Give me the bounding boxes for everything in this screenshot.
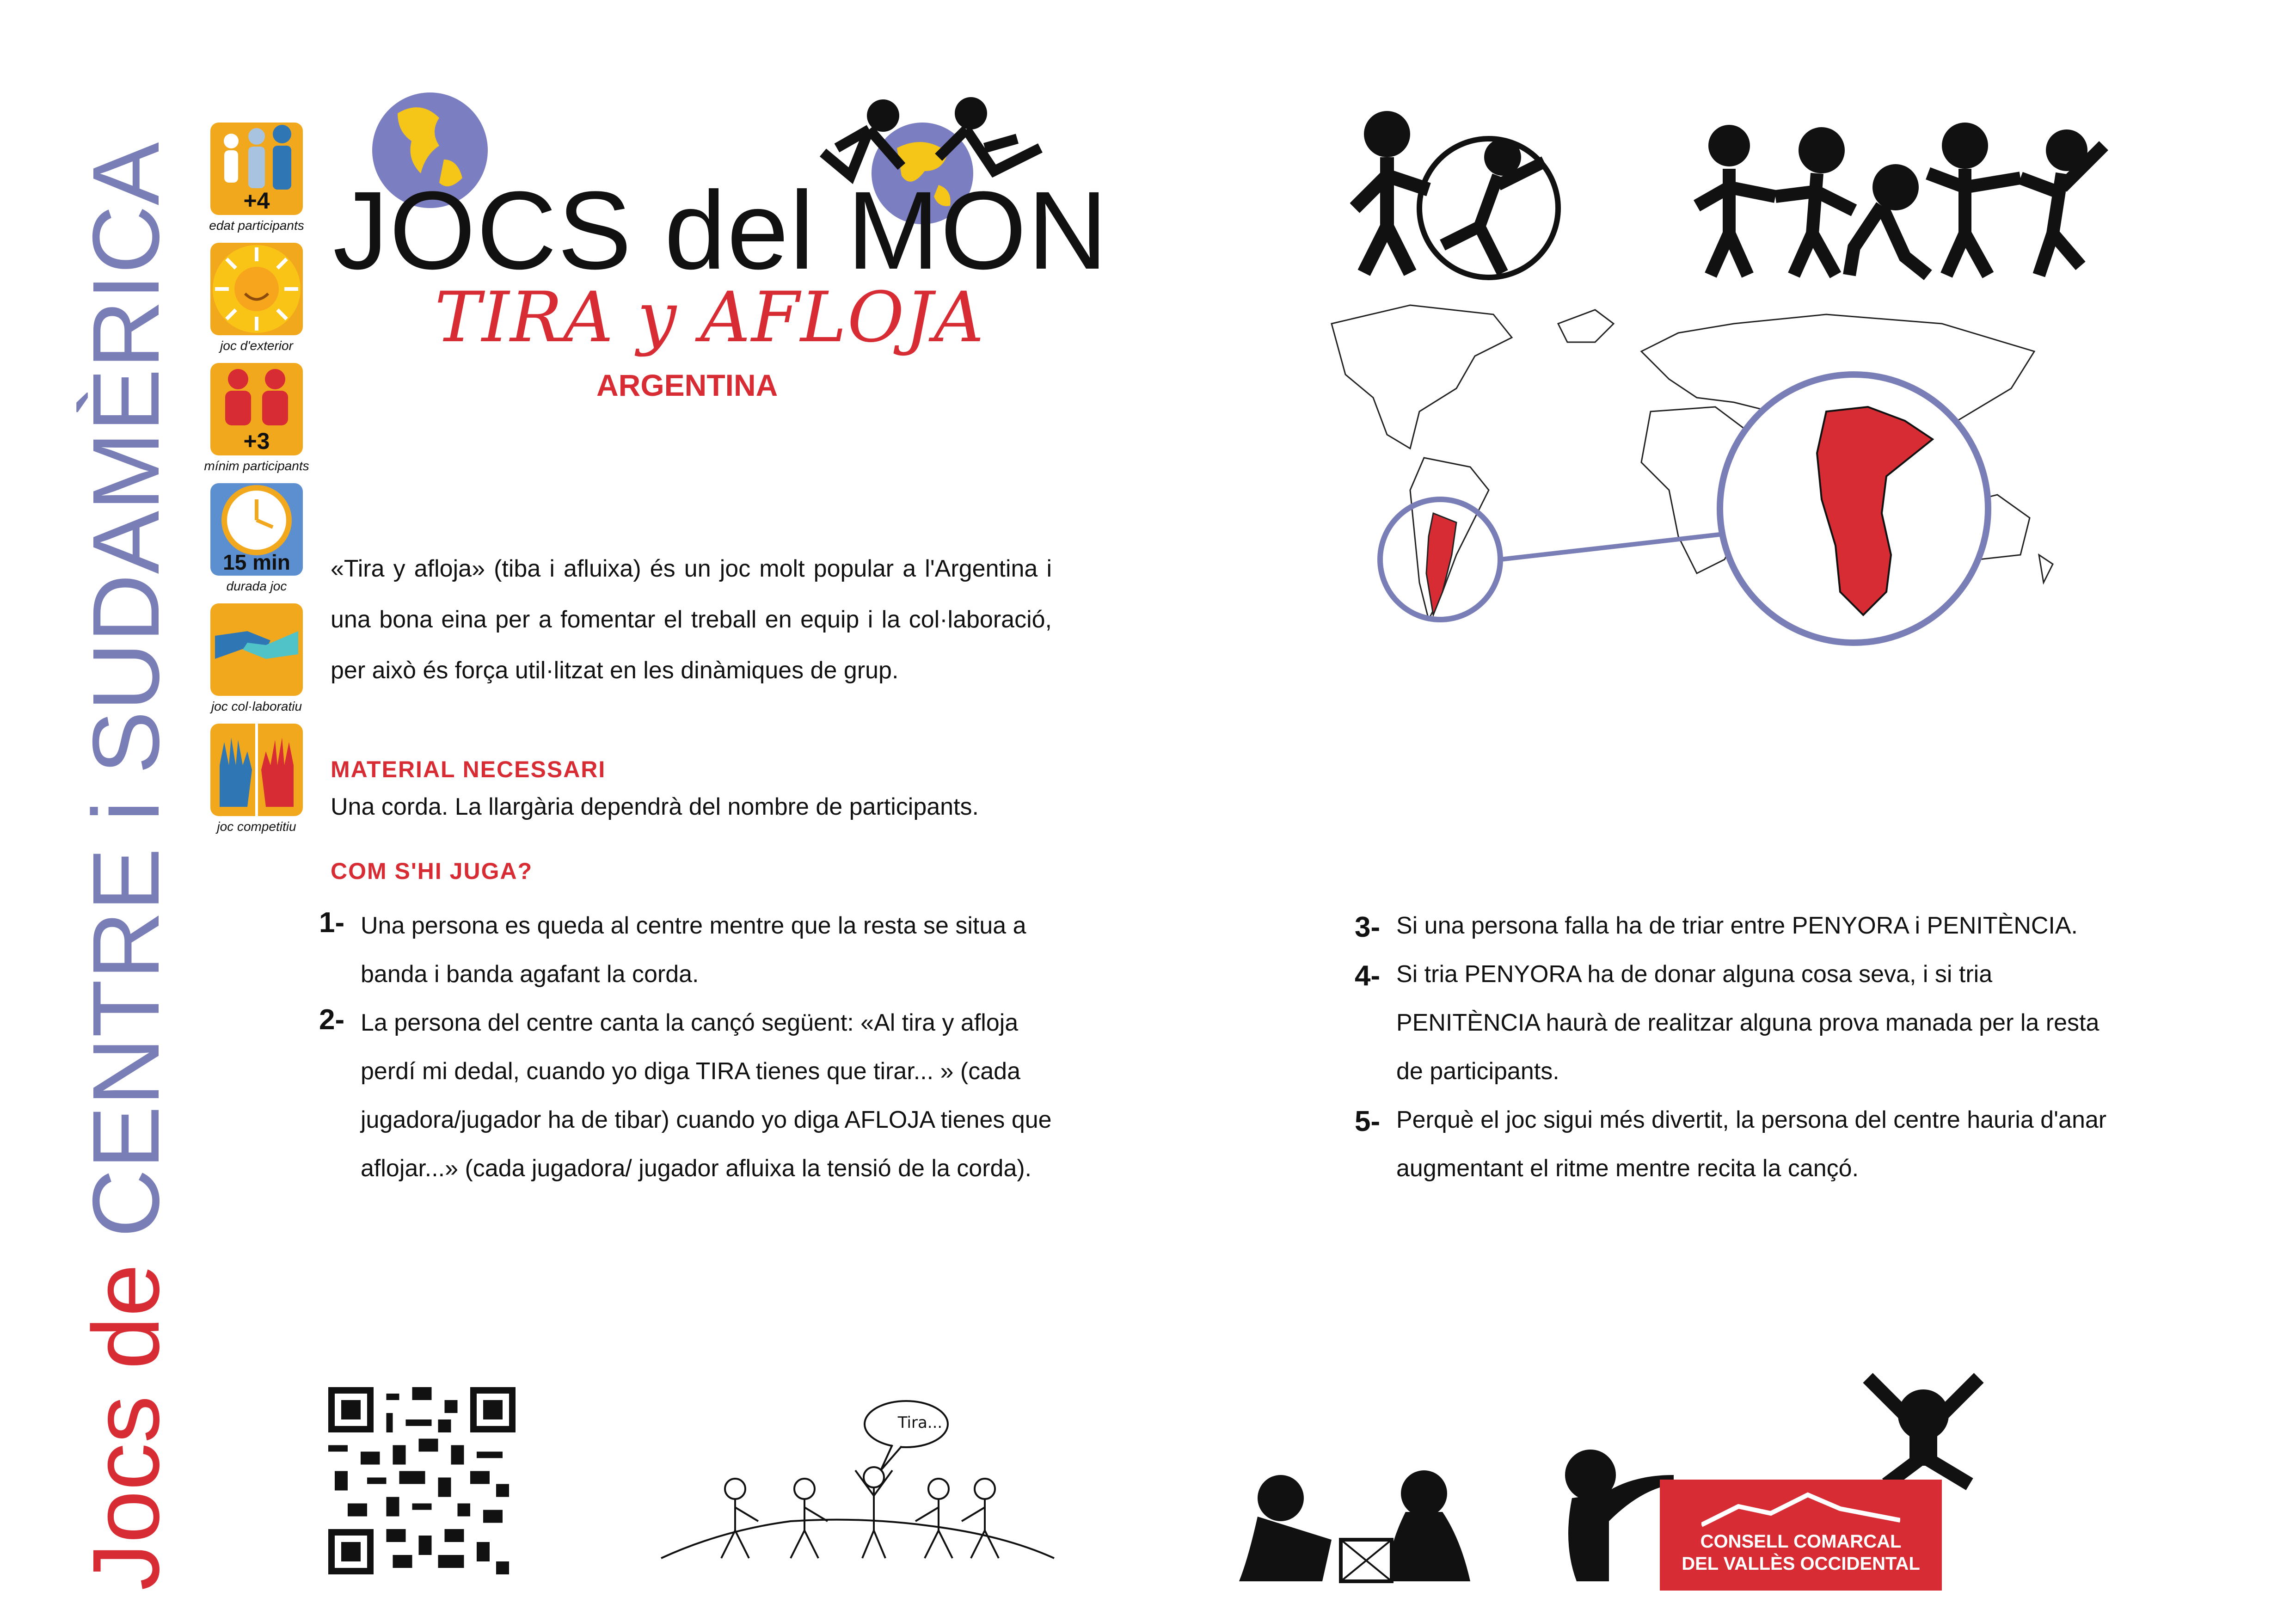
step-text: Una persona es queda al centre mentre que la resta se situa a banda i banda agafant la corda.: [361, 912, 1026, 988]
tug-of-war-drawing: [652, 1392, 1059, 1577]
material-text: Una corda. La llargària dependrà del nombre de participants.: [331, 793, 979, 820]
step-text: Si tria PENYORA ha de donar alguna cosa seva, i si tria PENITÈNCIA haurà de realitzar alguna prova manada per la resta de participants.: [1396, 961, 2100, 1085]
side-title: [73, 142, 179, 1591]
intro-paragraph: «Tira y afloja» (tiba i afluixa) és un joc molt popular a l'Argentina i una bona eina per a fomentar el treball en equip i la col·laboració, per això és força util·litzat en les dinàmiques de grup.: [331, 555, 1052, 684]
world-map: [1318, 296, 2081, 712]
duration-badge: 15 min: [223, 550, 290, 574]
people-icon: [210, 123, 303, 215]
kids-circle-icon: [1688, 118, 2141, 284]
side-title-part1: Jocs de: [73, 1237, 179, 1591]
icon-caption: edat participants: [209, 218, 304, 233]
icon-caption: joc competitiu: [217, 819, 296, 834]
icon-caption: mínim participants: [204, 459, 309, 473]
kid-jumping-icon: [1840, 1364, 2007, 1498]
icon-caption: joc d'exterior: [220, 338, 293, 353]
side-title-part2: CENTRE i SUDAMÈRICA: [73, 142, 179, 1238]
handshake-icon: [210, 603, 303, 696]
two-people-icon: [210, 363, 303, 455]
step-text: Si una persona falla ha de triar entre PENYORA i PENITÈNCIA.: [1396, 912, 2078, 939]
sun-icon: [210, 243, 303, 335]
step-number: 3-: [1355, 911, 1381, 943]
step-text: La persona del centre canta la cançó següent: «Al tira y afloja perdí mi dedal, cuando yo diga TIRA tienes que tirar... » (cada jugadora/jugador ha de tibar) cuando yo diga AFLOJA tienes que aflojar...» (cada jugadora/ jugador afluixa la tensió de la corda).: [361, 1009, 1052, 1182]
logo-title: JOCS del MON: [333, 168, 1109, 292]
step-number: 1-: [319, 907, 345, 939]
step-text: Perquè el joc sigui més divertit, la persona del centre hauria d'anar augmentant el ritme mentre recita la cançó.: [1396, 1106, 2107, 1182]
kids-playing-icon: [1350, 106, 1581, 282]
step-number: 2-: [319, 1004, 345, 1036]
consell-name: CONSELL COMARCAL DEL VALLÈS OCCIDENTAL: [1682, 1531, 1920, 1574]
consell-logo: [1660, 1480, 1942, 1591]
step-number: 5-: [1355, 1106, 1381, 1137]
kids-board-game-icon: [1230, 1466, 1489, 1586]
how-heading: COM S'HI JUGA?: [331, 858, 533, 884]
clock-icon: [210, 483, 303, 576]
speech-bubble-text: Tira...: [897, 1413, 943, 1432]
icon-caption: durada joc: [226, 579, 287, 593]
country-label: ARGENTINA: [596, 368, 778, 402]
qr-code[interactable]: [328, 1387, 516, 1574]
age-badge: +4: [243, 188, 270, 214]
step-number: 4-: [1355, 960, 1381, 992]
min-participants-badge: +3: [243, 428, 270, 454]
material-heading: MATERIAL NECESSARI: [331, 756, 606, 782]
icon-caption: joc col·laboratiu: [211, 699, 302, 713]
hands-icon: [210, 724, 303, 816]
game-title: TIRA y AFLOJA: [435, 277, 985, 358]
mountain-icon: [1701, 1488, 1900, 1530]
